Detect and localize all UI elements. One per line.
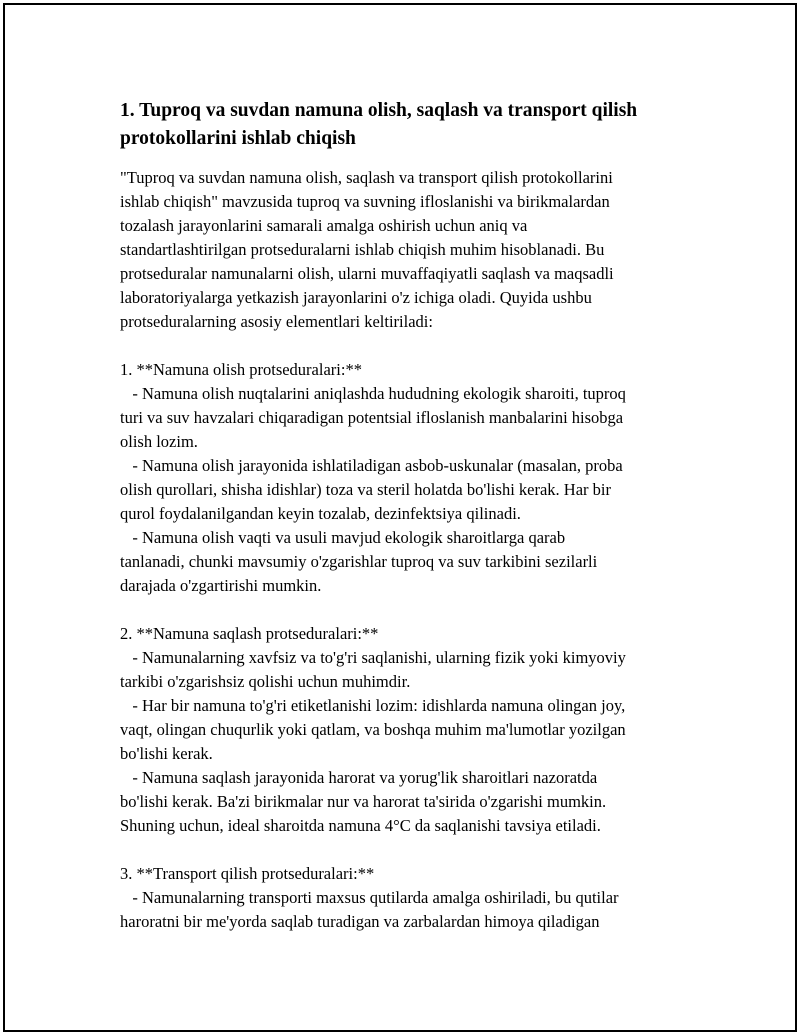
body-line: vaqt, olingan chuqurlik yoki qatlam, va boshqa muhim ma'lumotlar yozilgan: [120, 720, 626, 739]
body-line: - Namunalarning transporti maxsus qutilarda amalga oshiriladi, bu qutilar: [120, 888, 619, 907]
section-heading: 1. **Namuna olish protseduralari:**: [120, 360, 362, 379]
body-line: bo'lishi kerak. Ba'zi birikmalar nur va harorat ta'sirida o'zgarishi mumkin.: [120, 792, 607, 811]
section-heading: 2. **Namuna saqlash protseduralari:**: [120, 624, 379, 643]
body-line: Shuning uchun, ideal sharoitda namuna 4°C da saqlanishi tavsiya etiladi.: [120, 816, 601, 835]
document-body: [120, 166, 700, 934]
blank-line: [120, 598, 700, 622]
body-line: "Tuproq va suvdan namuna olish, saqlash va transport qilish protokollarini: [120, 168, 613, 187]
body-line: laboratoriyalarga yetkazish jarayonlarini o'z ichiga oladi. Quyida ushbu: [120, 288, 592, 307]
body-line: - Har bir namuna to'g'ri etiketlanishi lozim: idishlarda namuna olingan joy,: [120, 696, 626, 715]
document-content: [120, 95, 700, 934]
body-line: bo'lishi kerak.: [120, 744, 213, 763]
body-line: tozalash jarayonlarini samarali amalga oshirish uchun aniq va: [120, 216, 528, 235]
body-line: tanlanadi, chunki mavsumiy o'zgarishlar tuproq va suv tarkibini sezilarli: [120, 552, 598, 571]
title-line: protokollarini ishlab chiqish: [120, 128, 356, 149]
section-heading: 3. **Transport qilish protseduralari:**: [120, 864, 375, 883]
body-line: olish qurollari, shisha idishlar) toza va steril holatda bo'lishi kerak. Har bir: [120, 480, 611, 499]
body-line: standartlashtirilgan protseduralarni ishlab chiqish muhim hisoblanadi. Bu: [120, 240, 605, 259]
body-line: ishlab chiqish" mavzusida tuproq va suvning ifloslanishi va birikmalardan: [120, 192, 610, 211]
body-line: olish lozim.: [120, 432, 198, 451]
title-line: 1. Tuproq va suvdan namuna olish, saqlash va transport qilish: [120, 100, 638, 121]
body-line: - Namuna olish vaqti va usuli mavjud ekologik sharoitlarga qarab: [120, 528, 566, 547]
body-line: - Namunalarning xavfsiz va to'g'ri saqlanishi, ularning fizik yoki kimyoviy: [120, 648, 626, 667]
page-frame: [3, 3, 797, 1032]
blank-line: [120, 334, 700, 358]
body-line: turi va suv havzalari chiqaradigan potentsial ifloslanish manbalarini hisobga: [120, 408, 624, 427]
body-line: - Namuna olish nuqtalarini aniqlashda hududning ekologik sharoiti, tuproq: [120, 384, 626, 403]
body-line: protseduralarning asosiy elementlari keltiriladi:: [120, 312, 433, 331]
document-title: [120, 97, 700, 153]
body-line: darajada o'zgartirishi mumkin.: [120, 576, 322, 595]
body-line: haroratni bir me'yorda saqlab turadigan va zarbalardan himoya qiladigan: [120, 912, 600, 931]
body-line: - Namuna olish jarayonida ishlatiladigan asbob-uskunalar (masalan, proba: [120, 456, 623, 475]
blank-line: [120, 838, 700, 862]
body-line: qurol foydalanilgandan keyin tozalab, dezinfektsiya qilinadi.: [120, 504, 521, 523]
body-line: protseduralar namunalarni olish, ularni muvaffaqiyatli saqlash va maqsadli: [120, 264, 614, 283]
body-line: tarkibi o'zgarishsiz qolishi uchun muhimdir.: [120, 672, 411, 691]
body-line: - Namuna saqlash jarayonida harorat va yorug'lik sharoitlari nazoratda: [120, 768, 598, 787]
